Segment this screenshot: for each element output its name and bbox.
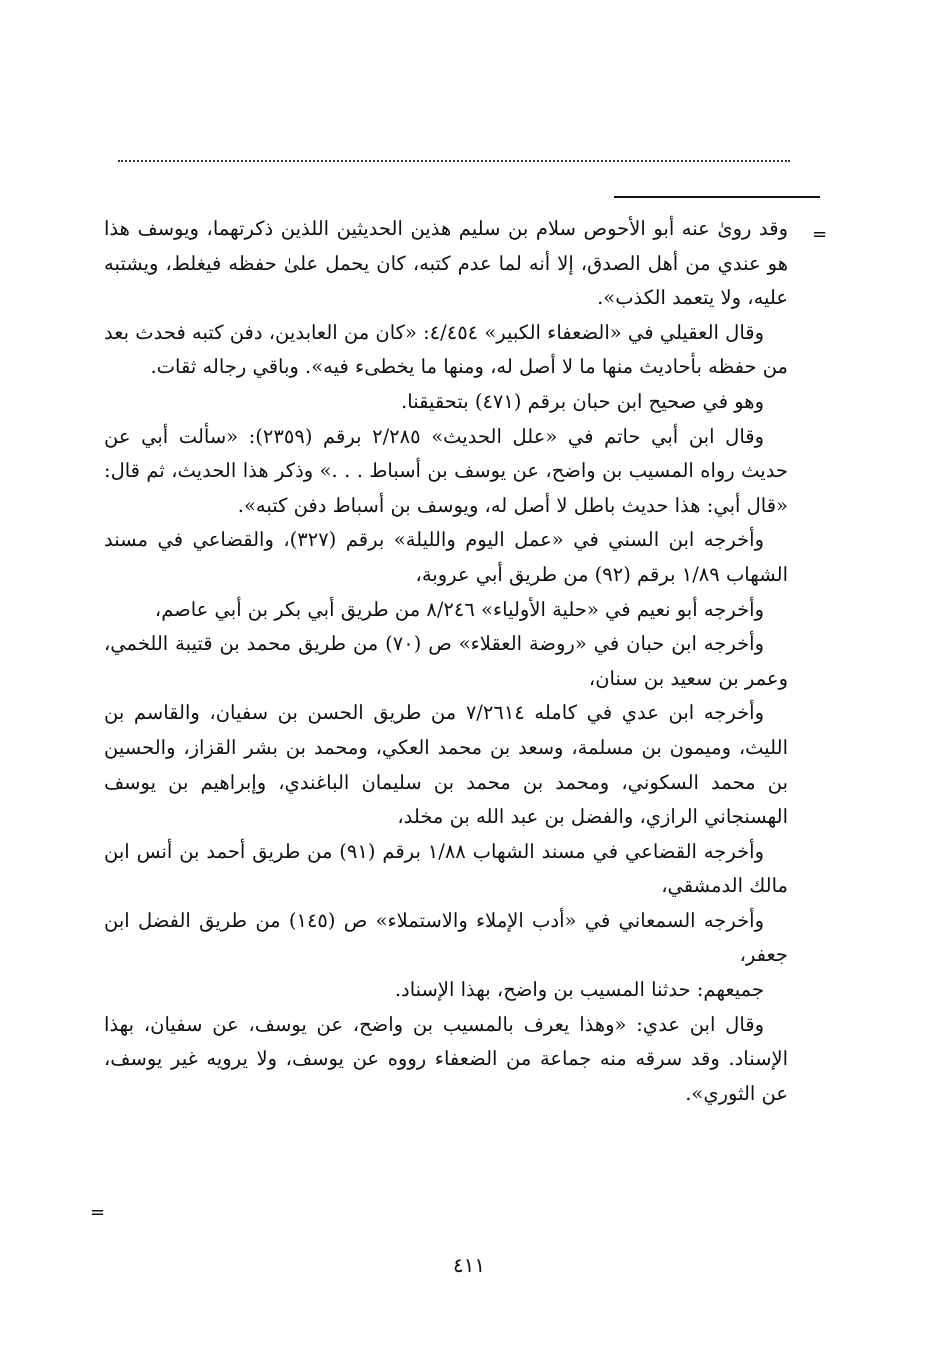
footnote-paragraph: وأخرجه السمعاني في «أدب الإملاء والاستملاء» ص (١٤٥) من طريق الفضل ابن جعفر، bbox=[104, 908, 788, 967]
footnote-paragraph: وقال ابن أبي حاتم في «علل الحديث» ٢/٢٨٥ برقم (٢٣٥٩): «سألت أبي عن حديث رواه المسيب بن واضح، عن يوسف بن أسباط . . .» وذكر هذا الحديث، ثم قال: «قال أبي: هذا حديث باطل لا أصل له، ويوسف بن أسباط دفن كتبه». bbox=[104, 424, 788, 517]
footnote-paragraph: وأخرجه القضاعي في مسند الشهاب ١/٨٨ برقم (٩١) من طريق أحمد بن أنس ابن مالك الدمشقي، bbox=[104, 839, 788, 898]
footnote-paragraph: وقال العقيلي في «الضعفاء الكبير» ٤/٤٥٤: «كان من العابدين، دفن كتبه فحدث بعد من حفظه بأحاديث منها ما لا أصل له، ومنها ما يخطىء فيه». وباقي رجاله ثقات. bbox=[104, 320, 788, 379]
footnote-paragraph: وأخرجه ابن عدي في كامله ٧/٢٦١٤ من طريق الحسن بن سفيان، والقاسم بن الليث، وميمون بن مسلمة، وسعد بن محمد العكي، ومحمد بن بشر القزاز، والحسين بن محمد السكوني، ومحمد بن محمد بن سليمان الباغندي، وإبراهيم بن يوسف الهسنجاني الرازي، والفضل بن عبد الله بن مخلد، bbox=[104, 701, 788, 829]
continues-on-next-page-mark: = bbox=[90, 1202, 106, 1223]
footnote-paragraph: وأخرجه أبو نعيم في «حلية الأولياء» ٨/٢٤٦ من طريق أبي بكر بن أبي عاصم، bbox=[154, 597, 764, 621]
footnotes-block bbox=[104, 212, 788, 1111]
footnote-paragraph: جميعهم: حدثنا المسيب بن واضح، بهذا الإسناد. bbox=[394, 978, 764, 1002]
footnote-paragraph: وقال ابن عدي: «وهذا يعرف بالمسيب بن واضح، عن يوسف، عن سفيان، بهذا الإسناد. وقد سرقه منه جماعة من الضعفاء رووه عن يوسف، ولا يرويه غير يوسف، عن الثوري». bbox=[104, 1012, 788, 1105]
page-number: ٤١١ bbox=[452, 1253, 486, 1277]
continued-from-previous-mark: = bbox=[812, 224, 828, 245]
footnote-paragraph: وأخرجه ابن السني في «عمل اليوم والليلة» برقم (٣٢٧)، والقضاعي في مسند الشهاب ١/٨٩ برقم (٩٢) من طريق أبي عروبة، bbox=[104, 528, 788, 586]
footnote-paragraph: وأخرجه ابن حبان في «روضة العقلاء» ص (٧٠) من طريق محمد بن قتيبة اللخمي، وعمر بن سعيد بن سنان، bbox=[104, 632, 788, 690]
footnote-paragraph: وهو في صحيح ابن حبان برقم (٤٧١) بتحقيقنا. bbox=[401, 389, 764, 413]
footnote-paragraph: وقد روىٰ عنه أبو الأحوص سلام بن سليم هذين الحديثين اللذين ذكرتهما، ويوسف هذا هو عندي من أهل الصدق، إلا أنه لما عدم كتبه، كان يحمل علىٰ حفظه فيغلط، ويشتبه عليه، ولا يتعمد الكذب». bbox=[104, 217, 788, 310]
footnote-separator-rule bbox=[614, 196, 820, 198]
page-top-dotted-rule bbox=[118, 160, 790, 162]
